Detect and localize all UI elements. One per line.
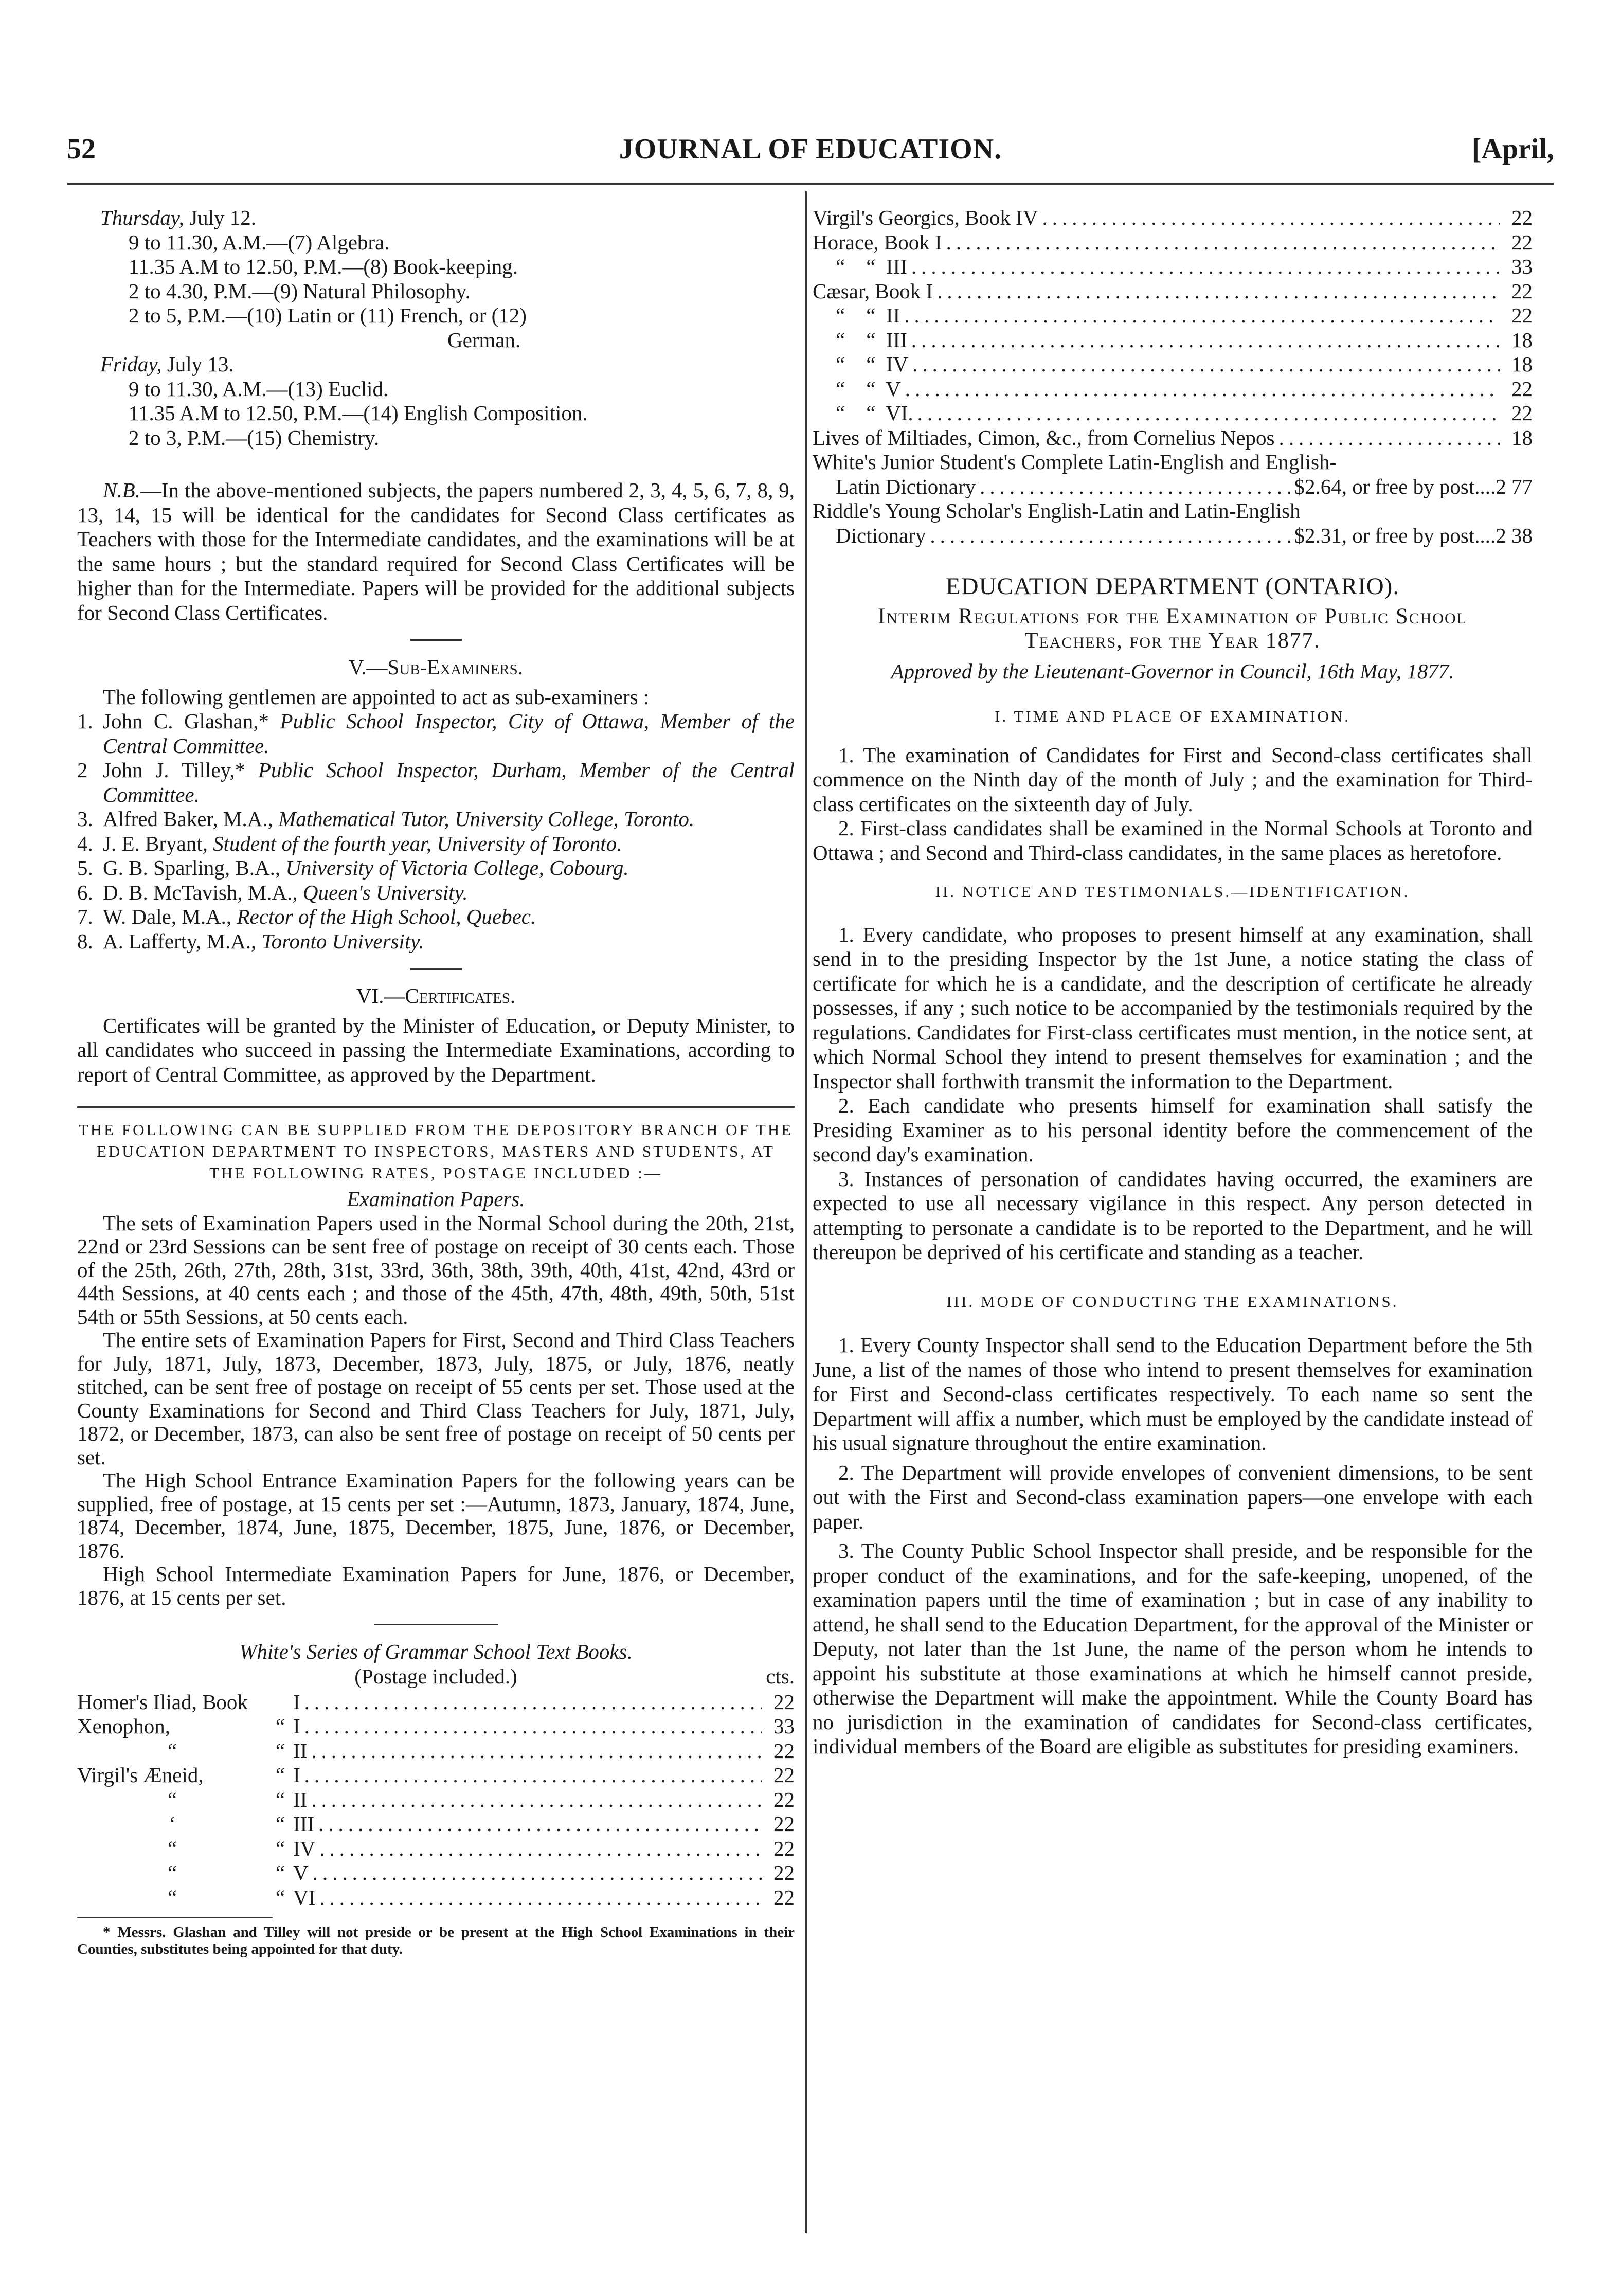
- sub-examiners-list: [77, 709, 795, 954]
- price-row: Latin Dictionary ..... $2.64, or free by post....2 77: [813, 475, 1533, 499]
- nb-label: N.B.: [103, 478, 140, 502]
- schedule-day-friday: Friday, July 13.: [100, 352, 234, 376]
- certificates-heading: VI.—Certificates.: [356, 984, 516, 1008]
- list-item: 4. J. E. Bryant, Student of the fourth year, University of Toronto.: [77, 831, 622, 855]
- nb-text: —In the above-mentioned subjects, the papers numbered 2, 3, 4, 5, 6, 7, 8, 9, 13, 14, 15 will be identical for the candidates for Second Class certificates as Teachers with those for the Intermediate candidates, and the examinations will be at the same hours ; but the standard required for Second Class Certificates will be higher than for the Intermediate. Papers will be provided for the additional subjects for Second Class Certificates.: [77, 478, 795, 624]
- regulation-paragraph: 2. The Department will provide envelopes of convenient dimensions, to be sent out with the First and Second-class examination papers—one envelope with each paper.: [813, 1460, 1533, 1533]
- price-row: “ “ V ..... 22: [813, 377, 1533, 402]
- issue-month: [April,: [1471, 133, 1554, 165]
- price-row: Cæsar, Book I ..... 22: [813, 279, 1533, 304]
- schedule-row: 2 to 5, P.M.—(10) Latin or (11) French, or (12): [129, 303, 527, 327]
- right-column: [813, 206, 1533, 1759]
- whites-series-title: White's Series of Grammar School Text Books.: [239, 1640, 633, 1663]
- price-row: Lives of Miltiades, Cimon, &c., from Cornelius Nepos ..... 18: [813, 426, 1533, 451]
- exam-papers: [77, 1212, 795, 1610]
- approved-line: Approved by the Lieutenant-Governor in Council, 16th May, 1877.: [891, 659, 1454, 683]
- price-row: “ “ III ..... 33: [813, 255, 1533, 279]
- schedule-row: 9 to 11.30, A.M.—(13) Euclid.: [129, 376, 389, 401]
- price-row: “ “ IV ..... 18: [813, 352, 1533, 377]
- page-number: 52: [67, 133, 96, 165]
- whites-subtitle-row: (Postage included.) cts.: [354, 1664, 795, 1688]
- price-row: “ “ V ..... 22: [77, 1861, 795, 1886]
- schedule: [77, 206, 795, 450]
- regulation-paragraph: 3. Instances of personation of candidates having occurred, the examiners are expected to use all necessary vigilance in this respect. Any person detected in attempting to personate a candidate is to be reported to the Department, and he will thereupon be deprived of his certificate and standing as a teacher.: [813, 1167, 1533, 1264]
- page-header: [67, 133, 1554, 174]
- regulation-paragraph: 2. First-class candidates shall be examined in the Normal Schools at Toronto and Ottawa ; and Second and Third-class candidates, in the same places as heretofore.: [813, 816, 1533, 865]
- price-row: Homer's Iliad, Book I ..... 22: [77, 1690, 795, 1715]
- price-row: “ “ II ..... 22: [813, 303, 1533, 328]
- price-row: Horace, Book I ..... 22: [813, 230, 1533, 255]
- price-row: “ “ II ..... 22: [77, 1788, 795, 1813]
- regulation-paragraph: 1. Every candidate, who proposes to present himself at any examination, shall send in to the presiding Inspector by the 1st June, a notice stating the class of certificate for which he is a candidate, and the description of certificate he already possesses, if any ; such notice to be accompanied by the testimonials required by the regulations. Candidates for First-class certificates must mention, in the notice sent, at which Normal School they intend to present themselves for examination ; and the Inspector shall forthwith transmit the information to the Department.: [813, 922, 1533, 1093]
- section-rule: [374, 1624, 498, 1625]
- whites-price-list: [77, 1690, 795, 1910]
- depository-notice: THE FOLLOWING CAN BE SUPPLIED FROM THE DEPOSITORY BRANCH OF THE EDUCATION DEPARTMENT TO INSPECTORS, MASTERS AND STUDENTS, AT THE FOLLOWING RATES, POSTAGE INCLUDED :—: [78, 1121, 794, 1182]
- price-row: Dictionary ..... $2.31, or free by post....2 38: [813, 524, 1533, 548]
- section-rule: [410, 639, 462, 641]
- nb-paragraph: [77, 478, 795, 625]
- schedule-row: 11.35 A.M to 12.50, P.M.—(8) Book-keeping.: [129, 255, 518, 278]
- list-item: 6. D. B. McTavish, M.A., Queen's University.: [77, 880, 468, 904]
- list-item: 8. A. Lafferty, M.A., Toronto University.: [77, 929, 424, 953]
- price-row: “ “ VI ..... 22: [77, 1886, 795, 1910]
- section-3-heading: III. MODE OF CONDUCTING THE EXAMINATIONS.: [946, 1292, 1399, 1311]
- schedule-row: 2 to 4.30, P.M.—(9) Natural Philosophy.: [129, 279, 471, 303]
- certificates-text: Certificates will be granted by the Minister of Education, or Deputy Minister, to all candidates who succeed in passing the Intermediate Examinations, according to report of Central Committee, as approved by the Department.: [77, 1013, 795, 1086]
- regulation-paragraph: 1. The examination of Candidates for First and Second-class certificates shall commence on the Ninth day of the month of July ; and the examination for Third-class certificates on the sixteenth day of July.: [813, 743, 1533, 816]
- left-column: [77, 206, 795, 1958]
- section-rule: [77, 1106, 795, 1108]
- section-rule: [410, 968, 462, 970]
- sub-examiners-intro: The following gentlemen are appointed to act as sub-examiners :: [103, 685, 650, 709]
- footnote-rule: [77, 1917, 273, 1924]
- header-rule: [67, 183, 1554, 185]
- regulation-paragraph: 3. The County Public School Inspector shall preside, and be responsible for the proper conduct of the examinations, and for the safe-keeping, unopened, of the examination papers until the time of examination ; but in case of any inability to attend, he shall send to the Education Department, for the approval of the Minister or Deputy, not later than the 1st June, the name of the person whom he intends to appoint his substitute at those examinations at which he himself cannot preside, otherwise the Department will make the appointment. While the County Board has no jurisdiction in the examination of candidates for Second-class certificates, individual members of the Board are eligible as substitutes for presiding examiners.: [813, 1539, 1533, 1758]
- list-item: 2 John J. Tilley,* Public School Inspector, Durham, Member of the Central Committee.: [77, 758, 795, 806]
- journal-title: JOURNAL OF EDUCATION.: [619, 133, 1002, 165]
- price-row: “ “ III ..... 18: [813, 328, 1533, 353]
- footnote: * Messrs. Glashan and Tilley will not preside or be present at the High School Examinations in their Counties, substitutes being appointed for that duty.: [77, 1924, 795, 1958]
- price-row: “ “ II ..... 22: [77, 1739, 795, 1764]
- exam-papers-paragraph: The sets of Examination Papers used in the Normal School during the 20th, 21st, 22nd or 23rd Sessions can be sent free of postage on receipt of 30 cents each. Those of the 25th, 26th, 27th, 28th, 31st, 33rd, 36th, 38th, 39th, 40th, 41st, 42nd, 43rd or 44th Sessions, at 40 cents each ; and those of the 45th, 47th, 48th, 49th, 50th, 51st 54th or 55th Sessions, at 50 cents each.: [77, 1211, 795, 1329]
- sub-examiners-heading: V.—Sub-Examiners.: [348, 655, 524, 679]
- list-item: 7. W. Dale, M.A., Rector of the High School, Quebec.: [77, 905, 536, 928]
- exam-papers-paragraph: The entire sets of Examination Papers for First, Second and Third Class Teachers for July, 1871, July, 1873, December, 1873, July, 1875, or July, 1876, neatly stitched, can be sent free of postage on receipt of 55 cents per set. Those used at the County Examinations for Second and Third Class Teachers for July, 1871, July, 1872, or December, 1873, can also be sent free of postage on receipt of 50 cents per set.: [77, 1328, 795, 1469]
- price-row: “ “ IV ..... 22: [77, 1837, 795, 1861]
- price-row: Virgil's Æneid, “ I ..... 22: [77, 1763, 795, 1788]
- schedule-row: 11.35 A.M to 12.50, P.M.—(14) English Composition.: [129, 401, 588, 425]
- exam-papers-paragraph: High School Intermediate Examination Papers for June, 1876, or December, 1876, at 15 cents per set.: [77, 1562, 795, 1609]
- price-row: Xenophon, “ I ..... 33: [77, 1714, 795, 1739]
- price-row: ‘ “ III ..... 22: [77, 1812, 795, 1837]
- riddle-dictionary: Riddle's Young Scholar's English-Latin and Latin-English: [813, 499, 1301, 523]
- list-item: 1. John C. Glashan,* Public School Inspector, City of Ottawa, Member of the Central Committee.: [77, 709, 795, 758]
- white-junior-dictionary: White's Junior Student's Complete Latin-English and English-: [813, 450, 1337, 474]
- list-item: 3. Alfred Baker, M.A., Mathematical Tutor, University College, Toronto.: [77, 807, 695, 831]
- schedule-row: 9 to 11.30, A.M.—(7) Algebra.: [129, 230, 390, 254]
- list-item: 5. G. B. Sparling, B.A., University of Victoria College, Cobourg.: [77, 856, 629, 880]
- column-divider: [805, 191, 807, 2233]
- exam-papers-heading: Examination Papers.: [347, 1187, 525, 1211]
- price-row: Virgil's Georgics, Book IV ..... 22: [813, 206, 1533, 230]
- price-row: “ “ VI. ..... 22: [813, 401, 1533, 426]
- section-1-heading: I. TIME AND PLACE OF EXAMINATION.: [995, 707, 1350, 725]
- section-2-heading: II. NOTICE AND TESTIMONIALS.—IDENTIFICATION.: [935, 883, 1410, 901]
- regulation-paragraph: 1. Every County Inspector shall send to the Education Department before the 5th June, a list of the names of those who intend to present themselves for examination for First and Second-class certificates respectively. To each name so sent the Department will affix a number, which must be employed by the candidate instead of his usual signature throughout the entire examination.: [813, 1333, 1533, 1455]
- ontario-heading: EDUCATION DEPARTMENT (ONTARIO).: [945, 573, 1400, 600]
- schedule-row-wrap: German.: [447, 328, 521, 352]
- schedule-row: 2 to 3, P.M.—(15) Chemistry.: [129, 425, 380, 450]
- ontario-subheading: Interim Regulations for the Examination of Public School Teachers, for the Year 1877.: [878, 604, 1467, 653]
- whites-price-list-continued: [813, 206, 1533, 548]
- exam-papers-paragraph: The High School Entrance Examination Papers for the following years can be supplied, free of postage, at 15 cents per set :—Autumn, 1873, January, 1874, June, 1874, December, 1874, June, 1875, December, 1875, June, 1876, or December, 1876.: [77, 1468, 795, 1563]
- regulation-paragraph: 2. Each candidate who presents himself for examination shall satisfy the Presiding Examiner as to his personal identity before the commencement of the second day's examination.: [813, 1093, 1533, 1166]
- schedule-day-thursday: Thursday, July 12.: [100, 206, 257, 229]
